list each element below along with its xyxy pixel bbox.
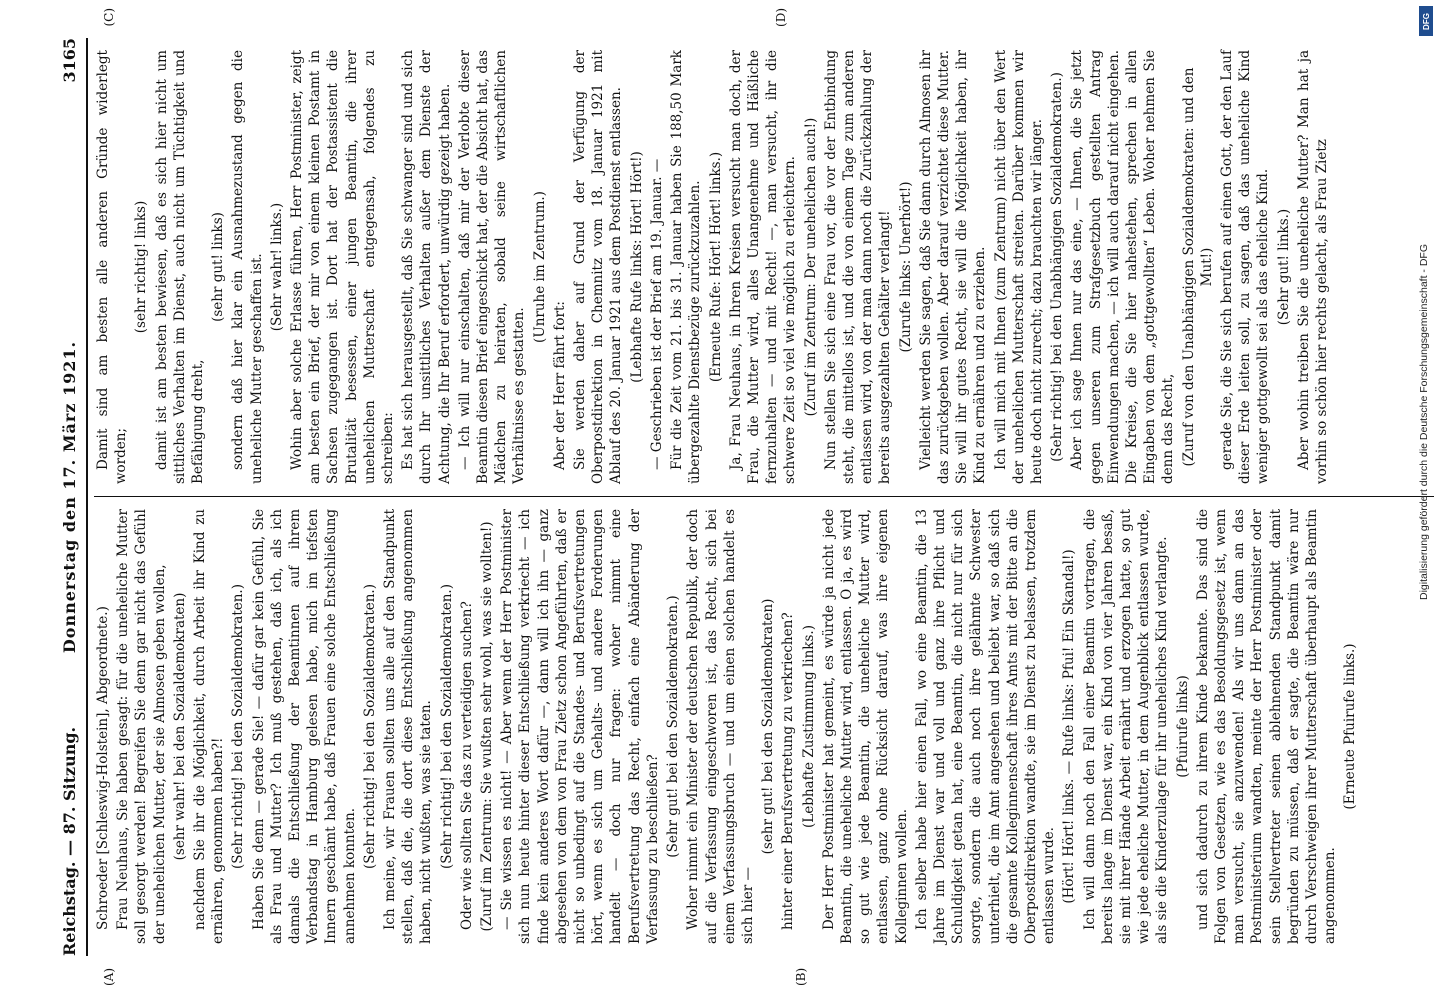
right-column-paragraph: (Sehr richtig! bei den Unabhängigen Sozialdemokraten.): [1049, 72, 1066, 462]
margin-marker-c: (C): [102, 8, 116, 27]
right-column-paragraph: — Ich will nur einschalten, daß mir der Verlobte dieser Beamtin diesen Brief eingeschickt hat, der die Absicht hat, das Mädchen zu heiraten, sobald seine wirtschaftlichen Verhältnisse es gestatten.: [456, 50, 528, 484]
right-column-paragraph: (Unruhe im Zentrum.): [531, 191, 548, 343]
margin-marker-d: (D): [774, 8, 788, 27]
page-number: 3165: [60, 38, 79, 83]
right-column: [94, 38, 1434, 497]
left-column-paragraph: (Sehr richtig! bei den Sozialdemokraten.): [361, 584, 378, 870]
left-column-paragraph: Ich will dann noch den Fall einer Beamtin vortragen, die bereits lange im Dienst war, ein Kind von vier Jahren besaß, sie mit ihrer Hände Arbeit ernährt und erzogen hatte, so gut wie jede eheliche Mutter, in dem Augenblick entlassen wurde, als sie die Kinderzulage für ihr uneheliches Kind verlangte.: [1081, 509, 1171, 944]
left-column-paragraph: hinter einer Berufsvertretung zu verkriechen?: [780, 612, 797, 930]
right-column-paragraph: Ich will mich mit Ihnen (zum Zentrum) nicht über den Wert der unehelichen Mutterschaft streiten. Darüber kommen wir heute doch nicht zurecht; dazu brauchten wir länger.: [992, 50, 1045, 484]
left-column-paragraph: Ich selber habe hier einen Fall, wo eine Beamtin, die 13 Jahre im Dienst war und voll und ganz ihre Pflicht und Schuldigkeit getan hat, eine Beamtin, die nicht nur für sich sorgte, sondern die auch noch ihre gelähmte Schwester unterhielt, die im Amt angesehen und beliebt war, so daß sich die gesamte Kolleginnenschaft ihres Amts mit der Bitte an die Oberpostdirektion wandte, sie im Dienst zu belassen, trotzdem entlassen wurde.: [913, 509, 1058, 944]
left-column-paragraph: (Sehr richtig! bei den Sozialdemokraten.): [230, 584, 247, 870]
header-date: Donnerstag den 17. März 1921.: [60, 340, 79, 654]
margin-marker-b: (B): [794, 967, 808, 986]
left-column-paragraph: (Lebhafte Zustimmung links.): [800, 625, 817, 828]
header-left: Reichstag. — 87. Sitzung.: [60, 726, 79, 956]
dfg-logo: [1419, 6, 1433, 36]
left-column-paragraph: Ich meine, wir Frauen sollten uns alle auf den Standpunkt stellen, daß die, die dort diese Entschließung angenommen haben, nicht wußten, was sie taten.: [382, 509, 435, 944]
right-column-paragraph: Aber wohin treiben Sie die uneheliche Mutter? Man hat ja vorhin so schön hier rechts gelacht, als Frau Zietz: [1295, 50, 1330, 484]
digitization-credit: [1418, 0, 1434, 1000]
page-header: [60, 38, 88, 956]
right-column-paragraph: — Geschrieben ist der Brief am 19. Januar. —: [648, 158, 665, 470]
right-column-paragraph: (Zurufe links: Unerhört!): [897, 181, 914, 353]
right-column-paragraph: Ja, Frau Neuhaus, in Ihren Kreisen versucht man doch, der Frau, die Mutter wird, alles Unangenehme und Häßliche fernzuhalten — und mit Recht! —, man versucht, ihr die schwere Zeit so viel wie möglich zu erleichtern.: [727, 50, 799, 484]
left-column-paragraph: Der Herr Postminister hat gemeint, es würde ja nicht jede Beamtin, die uneheliche Mutter wird, entlassen. O ja, es wird so gut wie jede Beamtin, die uneheliche Mutter wird, entlassen, ganz ohne Rücksicht darauf, was ihre eigenen Kolleginnen wollen.: [820, 509, 910, 944]
left-column-paragraph: (Sehr richtig! bei den Sozialdemokraten.): [438, 584, 455, 870]
left-column-paragraph: (Erneute Pfuirufe links.): [1342, 643, 1359, 810]
right-column-paragraph: Für die Zeit vom 21. bis 31. Januar haben Sie 188,50 Mark übergezahlte Dienstbezüge zurückzuzahlen.: [669, 50, 704, 484]
right-column-paragraph: Aber der Herr fährt fort:: [551, 301, 568, 470]
right-column-paragraph: (sehr richtig! links): [133, 200, 150, 334]
right-column-paragraph: Sie werden daher auf Grund der Verfügung der Oberpostdirektion in Chemnitz vom 18. Januar 1921 mit Ablauf des 20. Januar 1921 aus dem Postdienst entlassen.: [572, 50, 625, 484]
left-column-paragraph: Haben Sie denn — gerade Sie! — dafür gar kein Gefühl, Sie als Frau und Mutter? Ich muß gestehen, daß ich, als ich damals die Entschließung der Beamtinnen auf ihrem Verbandstag in Hamburg gelesen habe, mich im tiefsten Innern geschämt habe, daß Frauen eine solche Entschließung annehmen konnten.: [250, 509, 358, 944]
right-column-paragraph: (Sehr wahr! links.): [268, 202, 285, 332]
left-column-paragraph: (Hört! Hört! links. — Rufe links: Pfui! Ein Skandal!): [1061, 549, 1078, 904]
right-column-paragraph: damit ist am besten bewiesen, daß es sich hier nicht um sittliches Verhalten im Dienst, auch nicht um Tüchtigkeit und Befähigung dreht,: [153, 50, 207, 484]
left-column-paragraph: — Sie wissen es nicht! — Aber wenn der Herr Postminister sich nun heute hinter dieser Entschließung verkriecht — ich finde kein anderes Wort dafür —, dann will ich ihn — ganz abgesehen von dem von Frau Zietz schon Angeführten, daß er nicht so unbedingt auf die Standes- und Berufsvertretungen hört, wenn es sich um Gehalts- und andere Forderungen handelt — doch nur fragen: woher nimmt eine Berufsvertretung das Recht, einfach eine Abänderung der Verfassung zu beschließen?: [499, 509, 661, 944]
left-column-paragraph: (Sehr gut! bei den Sozialdemokraten.): [665, 595, 682, 858]
left-column-paragraph: Woher nimmt ein Minister der deutschen Republik, der doch auf die Verfassung eingeschworen ist, das Recht, sich bei einem Verfassungsbruch — und um einen solchen handelt es sich hier —: [685, 509, 756, 944]
right-column-paragraph: Damit sind am besten alle anderen Gründe widerlegt worden;: [95, 50, 130, 484]
margin-marker-a: (A): [102, 967, 116, 986]
right-column-paragraph: gerade Sie, die Sie sich berufen auf einen Gott, der den Lauf dieser Erde leiten soll, zu sagen, daß das uneheliche Kind weniger gottgewollt sei als das eheliche Kind.: [1218, 50, 1272, 484]
right-column-paragraph: Aber ich sage Ihnen nur das eine, — Ihnen, die Sie jetzt gegen unseren zum Strafgesetzbuch gestellten Antrag Einwendungen machen, — ich will auch darauf nicht eingehen. Die Kreise, die Sie hier nahestehen, sprechen in allen Eingaben von dem „gottgewollten“ Leben. Woher nehmen Sie denn das Recht,: [1069, 50, 1177, 484]
left-column-paragraph: Schroeder [Schleswig-Holstein], Abgeordnete.): [95, 606, 111, 930]
left-column-paragraph: (Pfuirufe links): [1174, 675, 1191, 778]
right-column-paragraph: Nun stellen Sie sich eine Frau vor, die vor der Entbindung steht, die mittellos ist, und die von einem Tage zum anderen entlassen wird, von der man dann noch die Zurückzahlung der bereits ausgezahlten Gehälter verlangt!: [822, 50, 894, 484]
left-column-paragraph: Oder wie sollten Sie das zu verteidigen suchen?: [458, 601, 475, 930]
left-column-paragraph: (sehr wahr! bei den Sozialdemokraten): [171, 592, 188, 861]
right-column-paragraph: sondern daß hier klar ein Ausnahmezustand gegen die uneheliche Mutter geschaffen ist.: [230, 50, 265, 484]
left-column-paragraph: (Zuruf im Zentrum: Sie wußten sehr wohl, was sie wollten!): [479, 521, 496, 932]
right-column-paragraph: Es hat sich herausgestellt, daß Sie schwanger sind und sich durch Ihr unsittliches Verhalten außer dem Dienste der Achtung, die Ihr Beruf erfordert, unwürdig gezeigt haben.: [400, 50, 453, 484]
credit-text: Digitalisierung gefördert durch die Deutsche Forschungsgemeinschaft - DFG: [1418, 243, 1430, 600]
dfg-logo-text: DFG: [1421, 12, 1431, 30]
left-column-paragraph: (sehr gut! bei den Sozialdemokraten): [760, 598, 777, 855]
right-column-paragraph: Wohin aber solche Erlasse führen, Herr Postminister, zeigt am besten ein Brief, der mir von einem kleinen Postamt in Sachsen zugegangen ist. Dort hat der Postassistent die Brutalität besessen, einer jungen Beamtin, die ihrer unehelichen Mutterschaft entgegensah, folgendes zu schreiben:: [289, 50, 397, 484]
left-column-paragraph: Frau Neuhaus, Sie haben gesagt: für die uneheliche Mutter soll gesorgt werden! Begreifen Sie denn gar nicht das Gefühl der unehelichen Mutter, der sie Almosen geben wollen,: [115, 509, 168, 944]
right-column-paragraph: (Erneute Rufe: Hört! Hört! links.): [707, 151, 724, 383]
left-column: [94, 497, 1434, 956]
right-column-paragraph: (Sehr gut! links.): [1275, 208, 1292, 326]
right-column-paragraph: (Zuruf von den Unabhängigen Sozialdemokraten: und den Mut!): [1180, 67, 1215, 467]
left-column-paragraph: und sich dadurch zu ihrem Kinde bekannte. Das sind die Folgen von Gesetzen, wie es das Besoldungsgesetz ist, wenn man versucht, sie anzuwenden! Als wir uns dann an das Postministerium wandten, meinte der Herr Postminister oder sein Stellvertreter seinen ablehnenden Standpunkt damit begründen zu müssen, daß er sagte, die Beamtin wäre nur durch Verschweigen ihrer Mutterschaft überhaupt als Beamtin angenommen.: [1194, 509, 1339, 944]
right-column-paragraph: (sehr gut! links): [210, 212, 227, 322]
right-column-paragraph: (Zuruf im Zentrum: Der unehelichen auch!): [802, 117, 819, 417]
left-column-paragraph: nachdem Sie ihr die Möglichkeit, durch Arbeit ihr Kind zu ernähren, genommen haben?!: [192, 509, 227, 944]
right-column-paragraph: (Lebhafte Rufe links: Hört! Hört!): [628, 151, 645, 383]
right-column-paragraph: Vielleicht werden Sie sagen, daß Sie dann durch Almosen ihr das zurückgeben wollen. Aber darauf verzichtet diese Mutter. Sie will ihr gutes Recht, sie will die Möglichkeit haben, ihr Kind zu ernähren und zu erziehen.: [917, 50, 989, 484]
